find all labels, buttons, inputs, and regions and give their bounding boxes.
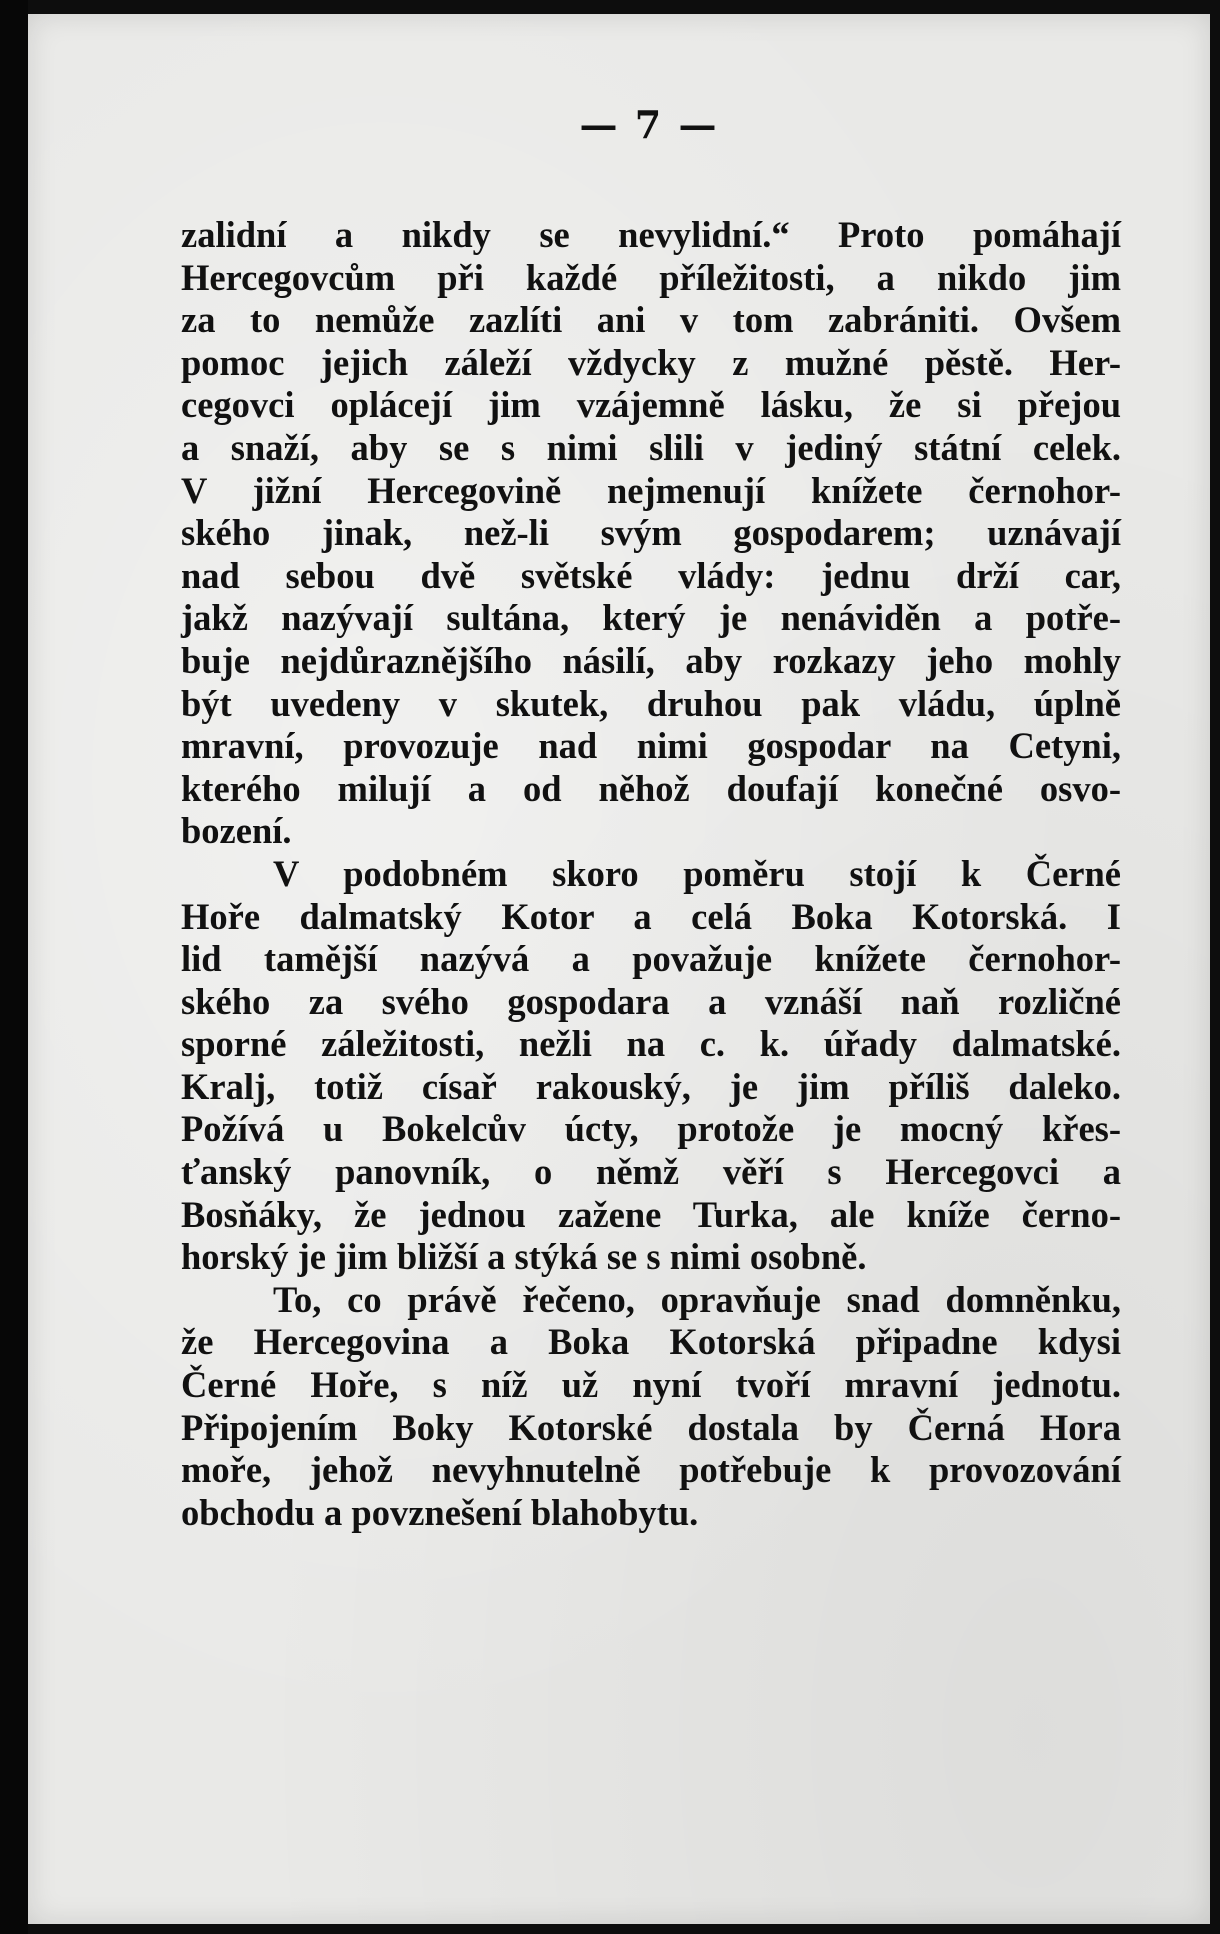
- paragraph-3: [181, 1279, 1121, 1535]
- text-line: V podobném skoro poměru stojí k Černé: [273, 852, 1121, 894]
- text-line: buje nejdůraznějšího násilí, aby rozkazy jeho mohly: [181, 639, 1121, 681]
- text-line: Kralj, totiž císař rakouský, je jim příliš daleko.: [181, 1065, 1121, 1107]
- text-line: cegovci oplácejí jim vzájemně lásku, že si přejou: [181, 384, 1121, 426]
- text-line: a snaží, aby se s nimi slili v jediný státní celek.: [181, 426, 1121, 468]
- text-line: pomoc jejich záleží vždycky z mužné pěstě. Her-: [181, 341, 1121, 383]
- book-binding-edge: [0, 0, 28, 1934]
- text-line: bození.: [181, 810, 292, 852]
- text-line: Černé Hoře, s níž už nyní tvoří mravní jednotu.: [181, 1364, 1121, 1406]
- book-page: [28, 14, 1210, 1924]
- text-line: Bosňáky, že jednou zažene Turka, ale kníže černo-: [181, 1193, 1121, 1235]
- page-number: — 7 —: [579, 102, 719, 147]
- text-line: lid tamější nazývá a považuje knížete černohor-: [181, 938, 1121, 980]
- paragraph-2: [181, 853, 1121, 1279]
- text-line: ťanský panovník, o němž věří s Hercegovci a: [181, 1151, 1121, 1193]
- paragraph-1: [181, 214, 1121, 853]
- text-line: horský je jim bližší a stýká se s nimi osobně.: [181, 1236, 867, 1278]
- text-line: Hercegovcům při každé příležitosti, a nikdo jim: [181, 256, 1121, 298]
- text-line: To, co právě řečeno, opravňuje snad domněnku,: [273, 1278, 1121, 1320]
- text-line: Připojením Boky Kotorské dostala by Černá Hora: [181, 1406, 1121, 1448]
- text-line: moře, jehož nevyhnutelně potřebuje k provozování: [181, 1449, 1121, 1491]
- text-line: nad sebou dvě světské vlády: jednu drží car,: [181, 554, 1121, 596]
- text-line: kterého milují a od něhož doufají konečné osvo-: [181, 767, 1121, 809]
- text-line: Požívá u Bokelcův úcty, protože je mocný křes-: [181, 1108, 1121, 1150]
- text-line: že Hercegovina a Boka Kotorská připadne kdysi: [181, 1321, 1121, 1363]
- text-line: mravní, provozuje nad nimi gospodar na Cetyni,: [181, 725, 1121, 767]
- text-line: jakž nazývají sultána, který je nenáviděn a potře-: [181, 597, 1121, 639]
- text-line: ského jinak, než-li svým gospodarem; uznávají: [181, 512, 1121, 554]
- body-text: [181, 214, 1121, 1534]
- text-line: sporné záležitosti, nežli na c. k. úřady dalmatské.: [181, 1023, 1121, 1065]
- text-line: za to nemůže zazlíti ani v tom zabrániti. Ovšem: [181, 299, 1121, 341]
- text-line: zalidní a nikdy se nevylidní.“ Proto pomáhají: [181, 214, 1121, 255]
- text-line: ského za svého gospodara a vznáší naň rozličné: [181, 980, 1121, 1022]
- text-line: být uvedeny v skutek, druhou pak vládu, úplně: [181, 682, 1121, 724]
- text-line: Hoře dalmatský Kotor a celá Boka Kotorská. I: [181, 895, 1121, 937]
- text-line: obchodu a povznešení blahobytu.: [181, 1491, 699, 1533]
- text-line: V jižní Hercegovině nejmenují knížete černohor-: [181, 469, 1121, 511]
